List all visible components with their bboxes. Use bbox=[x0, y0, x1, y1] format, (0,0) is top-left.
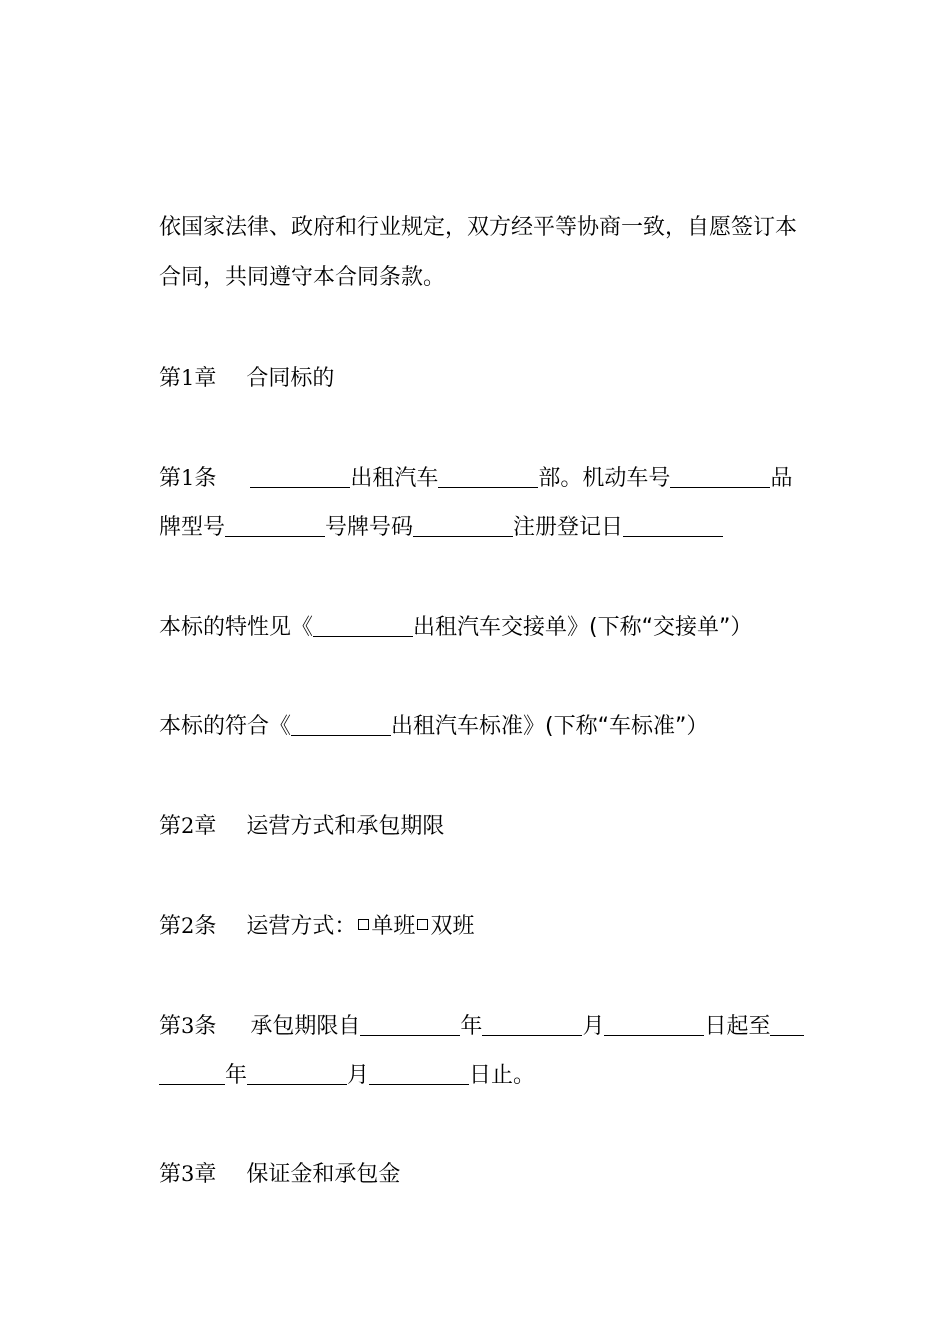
chapter-suffix: 章 bbox=[194, 814, 217, 839]
blank-field-spec[interactable] bbox=[313, 614, 413, 637]
double-shift-label: 双班 bbox=[430, 914, 475, 939]
spec-text-1: 本标的特性见《 bbox=[159, 615, 314, 640]
chapter-number: 2 bbox=[181, 814, 195, 838]
month-label: 月 bbox=[582, 1014, 605, 1039]
blank-field-standard[interactable] bbox=[291, 713, 391, 736]
article-prefix: 第 bbox=[159, 914, 182, 939]
blank-field-vehicle-number[interactable] bbox=[670, 465, 770, 488]
article-1-line-1 bbox=[145, 436, 792, 493]
blank-field-end-day[interactable] bbox=[369, 1062, 469, 1085]
article-3-line-1 bbox=[145, 984, 804, 1041]
chapter-prefix: 第 bbox=[159, 814, 182, 839]
blank-field-plate[interactable] bbox=[413, 514, 513, 537]
article-2-line bbox=[145, 884, 474, 941]
single-shift-label: 单班 bbox=[371, 914, 416, 939]
chapter-title: 保证金和承包金 bbox=[246, 1162, 401, 1187]
article-prefix: 第 bbox=[159, 1014, 182, 1039]
article-number: 3 bbox=[181, 1014, 195, 1038]
article-1-text-taxi: 出租汽车 bbox=[350, 466, 439, 491]
preamble-line-1 bbox=[145, 186, 797, 242]
preamble-text-1: 依国家法律、政府和行业规定，双方经平等协商一致，自愿签订本 bbox=[159, 215, 798, 240]
article-1-line-2 bbox=[145, 486, 723, 542]
chapter-2-heading bbox=[145, 784, 444, 841]
chapter-prefix: 第 bbox=[159, 366, 182, 391]
single-shift-checkbox[interactable] bbox=[358, 919, 369, 930]
chapter-prefix: 第 bbox=[159, 1162, 182, 1187]
standard-text-1: 本标的符合《 bbox=[159, 714, 292, 739]
day-to-label: 日止。 bbox=[469, 1063, 536, 1088]
month-label: 月 bbox=[347, 1063, 370, 1088]
standard-line bbox=[145, 685, 708, 741]
year-label: 年 bbox=[225, 1063, 248, 1088]
article-suffix: 条 bbox=[194, 466, 217, 491]
chapter-number: 1 bbox=[181, 366, 195, 390]
article-number: 2 bbox=[181, 914, 195, 938]
article-1-text-vehicle-no: 部。机动车号 bbox=[538, 466, 671, 491]
article-3-line-2 bbox=[145, 1034, 535, 1090]
spec-line bbox=[145, 586, 752, 642]
spec-text-2: 出租汽车交接单》(下称“交接单”） bbox=[413, 615, 753, 640]
article-suffix: 条 bbox=[194, 914, 217, 939]
blank-field-company[interactable] bbox=[250, 465, 350, 488]
chapter-title: 合同标的 bbox=[246, 366, 335, 391]
blank-field-end-month[interactable] bbox=[247, 1062, 347, 1085]
blank-field-end-year-part-1[interactable] bbox=[770, 1013, 804, 1036]
chapter-1-heading bbox=[145, 336, 334, 393]
article-suffix: 条 bbox=[194, 1014, 217, 1039]
double-shift-checkbox[interactable] bbox=[417, 919, 428, 930]
year-label: 年 bbox=[460, 1014, 483, 1039]
blank-field-start-month[interactable] bbox=[482, 1013, 582, 1036]
blank-field-start-day[interactable] bbox=[604, 1013, 704, 1036]
operation-mode-label: 运营方式： bbox=[246, 914, 357, 939]
contract-period-label: 承包期限自 bbox=[250, 1014, 361, 1039]
article-prefix: 第 bbox=[159, 466, 182, 491]
blank-field-model[interactable] bbox=[225, 514, 325, 537]
blank-field-end-year-part-2[interactable] bbox=[159, 1062, 225, 1085]
chapter-suffix: 章 bbox=[194, 1162, 217, 1187]
article-1-text-plate: 号牌号码 bbox=[325, 515, 414, 540]
article-1-text-model: 牌型号 bbox=[159, 515, 226, 540]
article-1-text-reg-date: 注册登记日 bbox=[513, 515, 624, 540]
chapter-title: 运营方式和承包期限 bbox=[246, 814, 445, 839]
preamble-text-2: 合同，共同遵守本合同条款。 bbox=[159, 265, 446, 290]
blank-field-reg-date[interactable] bbox=[623, 514, 723, 537]
blank-field-count[interactable] bbox=[438, 465, 538, 488]
article-number: 1 bbox=[181, 466, 195, 490]
preamble-line-2 bbox=[145, 236, 445, 292]
chapter-3-heading bbox=[145, 1132, 400, 1189]
article-1-text-brand: 品 bbox=[770, 466, 793, 491]
chapter-number: 3 bbox=[181, 1162, 195, 1186]
blank-field-start-year[interactable] bbox=[360, 1013, 460, 1036]
standard-text-2: 出租汽车标准》(下称“车标准”） bbox=[391, 714, 709, 739]
chapter-suffix: 章 bbox=[194, 366, 217, 391]
day-from-label: 日起至 bbox=[704, 1014, 771, 1039]
